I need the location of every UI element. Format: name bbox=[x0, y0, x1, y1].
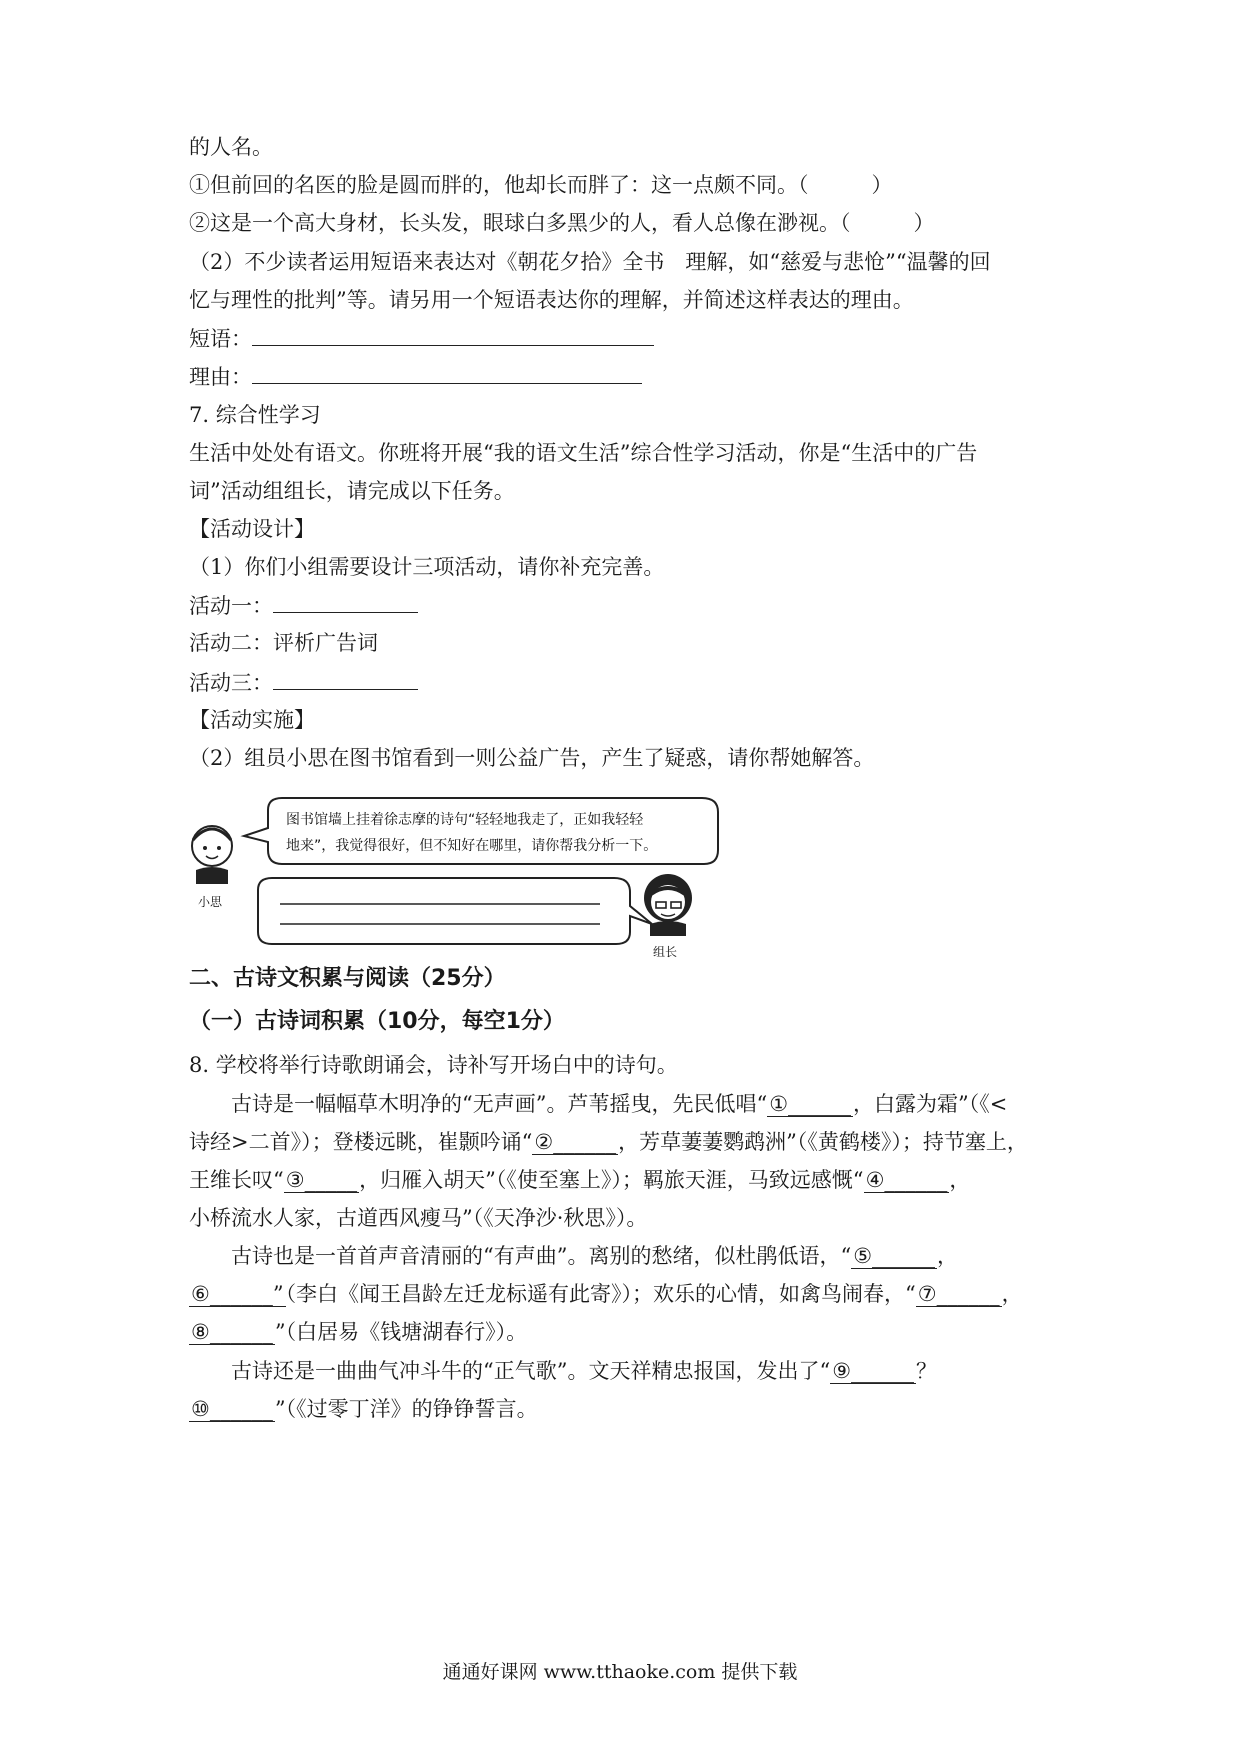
passage-line: 诗经>二首》）；登楼远眺，崔颢吟诵“②______，芳草萋萋鹦鹉洲”（《黄鹤楼》）；持节塞上， bbox=[189, 1130, 1028, 1154]
text-line: （1）你们小组需要设计三项活动，请你补充完善。 bbox=[189, 555, 665, 579]
text-line: （2）不少读者运用短语来表达对《朝花夕拾》全书 理解，如“慈爱与悲怆”“温馨的回 bbox=[189, 250, 991, 274]
text-line: 忆与理性的批判”等。请另用一个短语表达你的理解，并简述这样表达的理由。 bbox=[189, 288, 914, 312]
activity-two-line: 活动二：评析广告词 bbox=[189, 631, 378, 655]
poem-blank-2[interactable]: ②______ bbox=[534, 1130, 617, 1154]
passage-line: 古诗也是一首首声音清丽的“有声曲”。离别的愁绪，似杜鹃低语，“⑤______， bbox=[231, 1244, 959, 1268]
xiaosi-label: 小思 bbox=[198, 895, 223, 909]
question-heading: 7. 综合性学习 bbox=[189, 403, 321, 427]
reason-answer-line bbox=[189, 361, 1060, 392]
passage-line: 古诗是一幅幅草木明净的“无声画”。芦苇摇曳，先民低唱“①______，白露为霜”（《< bbox=[231, 1092, 1008, 1116]
passage-line: ⑥______”（李白《闻王昌龄左迁龙标遥有此寄》）；欢乐的心情，如禽鸟闹春，“⑦______， bbox=[191, 1282, 1023, 1306]
text-line: 词”活动组组长，请完成以下任务。 bbox=[189, 479, 515, 503]
poem-blank-5[interactable]: ⑤______ bbox=[853, 1244, 936, 1268]
group-leader-figure bbox=[644, 874, 692, 936]
section-heading: 二、古诗文积累与阅读（25分） bbox=[189, 966, 506, 991]
speech-bubble-top bbox=[244, 798, 718, 864]
activity-one-label: 活动一： bbox=[189, 594, 273, 618]
text-line: 生活中处处有语文。你班将开展“我的语文生活”综合性学习活动，你是“生活中的广告 bbox=[189, 441, 978, 465]
xiaosi-figure bbox=[192, 826, 232, 884]
activity-one-line bbox=[189, 590, 1060, 621]
passage-line: 王维长叹“③_____，归雁入胡天”（《使至塞上》）；羁旅天涯，马致远感慨“④______， bbox=[189, 1168, 971, 1192]
phrase-answer-line bbox=[189, 323, 1060, 354]
poem-blank-1[interactable]: ①______ bbox=[769, 1092, 852, 1116]
question-item-1: ①但前回的名医的脸是圆而胖的，他却长而胖了：这一点颇不同。（ ） bbox=[189, 173, 893, 197]
poem-blank-4[interactable]: ④______ bbox=[865, 1168, 948, 1192]
poem-blank-9[interactable]: ⑨______ bbox=[832, 1359, 915, 1383]
question-heading: 8. 学校将举行诗歌朗诵会，诗补写开场白中的诗句。 bbox=[189, 1053, 678, 1077]
poem-blank-10[interactable]: ⑩______ bbox=[191, 1397, 273, 1421]
subsection-heading: （一）古诗词积累（10分，每空1分） bbox=[189, 1009, 565, 1034]
speech-bubble-bottom bbox=[258, 878, 652, 944]
passage-line: ⑩______”（《过零丁洋》的铮铮誓言。 bbox=[191, 1397, 538, 1421]
bubble-text-line1: 图书馆墙上挂着徐志摩的诗句“轻轻地我走了，正如我轻轻 bbox=[286, 812, 644, 828]
poem-blank-3[interactable]: ③_____ bbox=[285, 1168, 358, 1192]
phrase-blank[interactable] bbox=[252, 323, 654, 346]
activity-three-blank[interactable] bbox=[273, 667, 418, 690]
group-leader-label: 组长 bbox=[653, 945, 678, 959]
footer-watermark: 通通好课网 www.tthaoke.com 提供下载 bbox=[442, 1661, 798, 1683]
question-item-2: ②这是一个高大身材，长头发，眼球白多黑少的人，看人总像在渺视。（ ） bbox=[189, 211, 935, 235]
passage-line: 古诗还是一曲曲气冲斗牛的“正气歌”。文天祥精忠报国，发出了“⑨______？ bbox=[231, 1359, 938, 1383]
poem-blank-8[interactable]: ⑧______ bbox=[191, 1320, 273, 1344]
section-label: 【活动设计】 bbox=[189, 517, 315, 541]
activity-one-blank[interactable] bbox=[273, 590, 418, 613]
text-line: （2）组员小思在图书馆看到一则公益广告，产生了疑惑，请你帮她解答。 bbox=[189, 746, 875, 770]
poem-blank-7[interactable]: ⑦______ bbox=[917, 1282, 1000, 1306]
reason-label: 理由： bbox=[189, 365, 252, 389]
poem-blank-6[interactable]: ⑥______” bbox=[191, 1282, 284, 1306]
phrase-label: 短语： bbox=[189, 327, 252, 351]
activity-three-label: 活动三： bbox=[189, 671, 273, 695]
passage-line: ⑧______”（白居易《钱塘湖春行》）。 bbox=[191, 1320, 528, 1344]
bubble-text-line2: 地来”，我觉得很好，但不知好在哪里，请你帮我分析一下。 bbox=[286, 838, 658, 854]
passage-line: 小桥流水人家，古道西风瘦马”（《天净沙·秋思》）。 bbox=[189, 1206, 648, 1230]
text-line: 的人名。 bbox=[189, 135, 273, 159]
section-label: 【活动实施】 bbox=[189, 708, 315, 732]
activity-three-line bbox=[189, 667, 1060, 698]
reason-blank[interactable] bbox=[252, 361, 642, 384]
